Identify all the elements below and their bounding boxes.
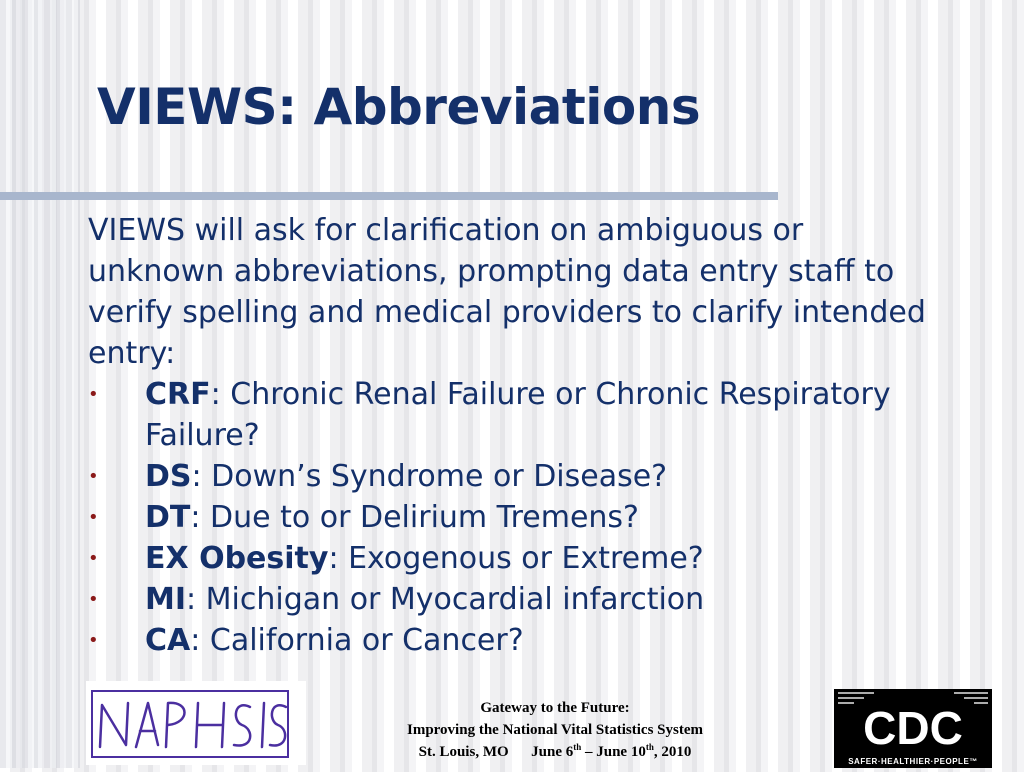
footer-date-end: – June 10 <box>581 744 646 760</box>
footer-ordinal: th <box>645 742 654 752</box>
list-item <box>88 579 948 620</box>
footer-line-3 <box>350 741 760 763</box>
footer-line-2: Improving the National Vital Statistics System <box>407 722 703 738</box>
abbreviation-term: CRF <box>145 377 211 412</box>
abbreviation-meaning: : California or Cancer? <box>190 623 524 658</box>
footer-ordinal: th <box>573 742 582 752</box>
slide-title: VIEWS: Abbreviations <box>97 78 701 136</box>
bullet-icon: • <box>88 466 99 487</box>
abbreviation-term: EX Obesity <box>145 541 329 576</box>
list-item <box>88 497 948 538</box>
bullet-icon: • <box>88 589 99 610</box>
abbreviation-term: CA <box>145 623 191 658</box>
bullet-icon: • <box>88 507 99 528</box>
abbreviation-meaning: : Down’s Syndrome or Disease? <box>191 459 668 494</box>
abbreviation-term: MI <box>145 582 187 617</box>
intro-paragraph: VIEWS will ask for clarification on ambiguous or unknown abbreviations, prompting data entry staff to verify spelling and medical providers to clarify intended entry: <box>88 213 926 371</box>
footer-conference-info <box>350 697 760 763</box>
footer-date-start: June 6 <box>531 744 574 760</box>
list-item <box>88 374 948 456</box>
title-divider <box>0 192 778 200</box>
cdc-logo-text: CDC <box>863 702 963 754</box>
abbreviation-term: DS <box>145 459 192 494</box>
list-item <box>88 456 948 497</box>
background-stripes <box>0 0 80 768</box>
naphsis-logo <box>86 681 306 765</box>
footer-year: , 2010 <box>653 744 692 760</box>
list-item <box>88 620 948 661</box>
abbreviation-meaning: : Chronic Renal Failure or Chronic Respiratory Failure? <box>145 377 891 453</box>
footer-location: St. Louis, MO <box>418 744 509 760</box>
cdc-logo-tagline: SAFER·HEALTHIER·PEOPLE™ <box>848 757 978 766</box>
abbreviation-meaning: : Due to or Delirium Tremens? <box>190 500 639 535</box>
abbreviation-meaning: : Exogenous or Extreme? <box>328 541 704 576</box>
naphsis-logo-graphic <box>86 681 306 765</box>
abbreviation-list <box>88 374 948 661</box>
cdc-logo-graphic <box>834 689 992 768</box>
bullet-icon: • <box>88 384 99 405</box>
list-item <box>88 538 948 579</box>
abbreviation-term: DT <box>145 500 191 535</box>
footer-line-1: Gateway to the Future: <box>480 700 630 716</box>
bullet-icon: • <box>88 548 99 569</box>
slide-body <box>88 210 948 661</box>
cdc-logo <box>834 689 992 768</box>
abbreviation-meaning: : Michigan or Myocardial infarction <box>186 582 705 617</box>
bullet-icon: • <box>88 630 99 651</box>
